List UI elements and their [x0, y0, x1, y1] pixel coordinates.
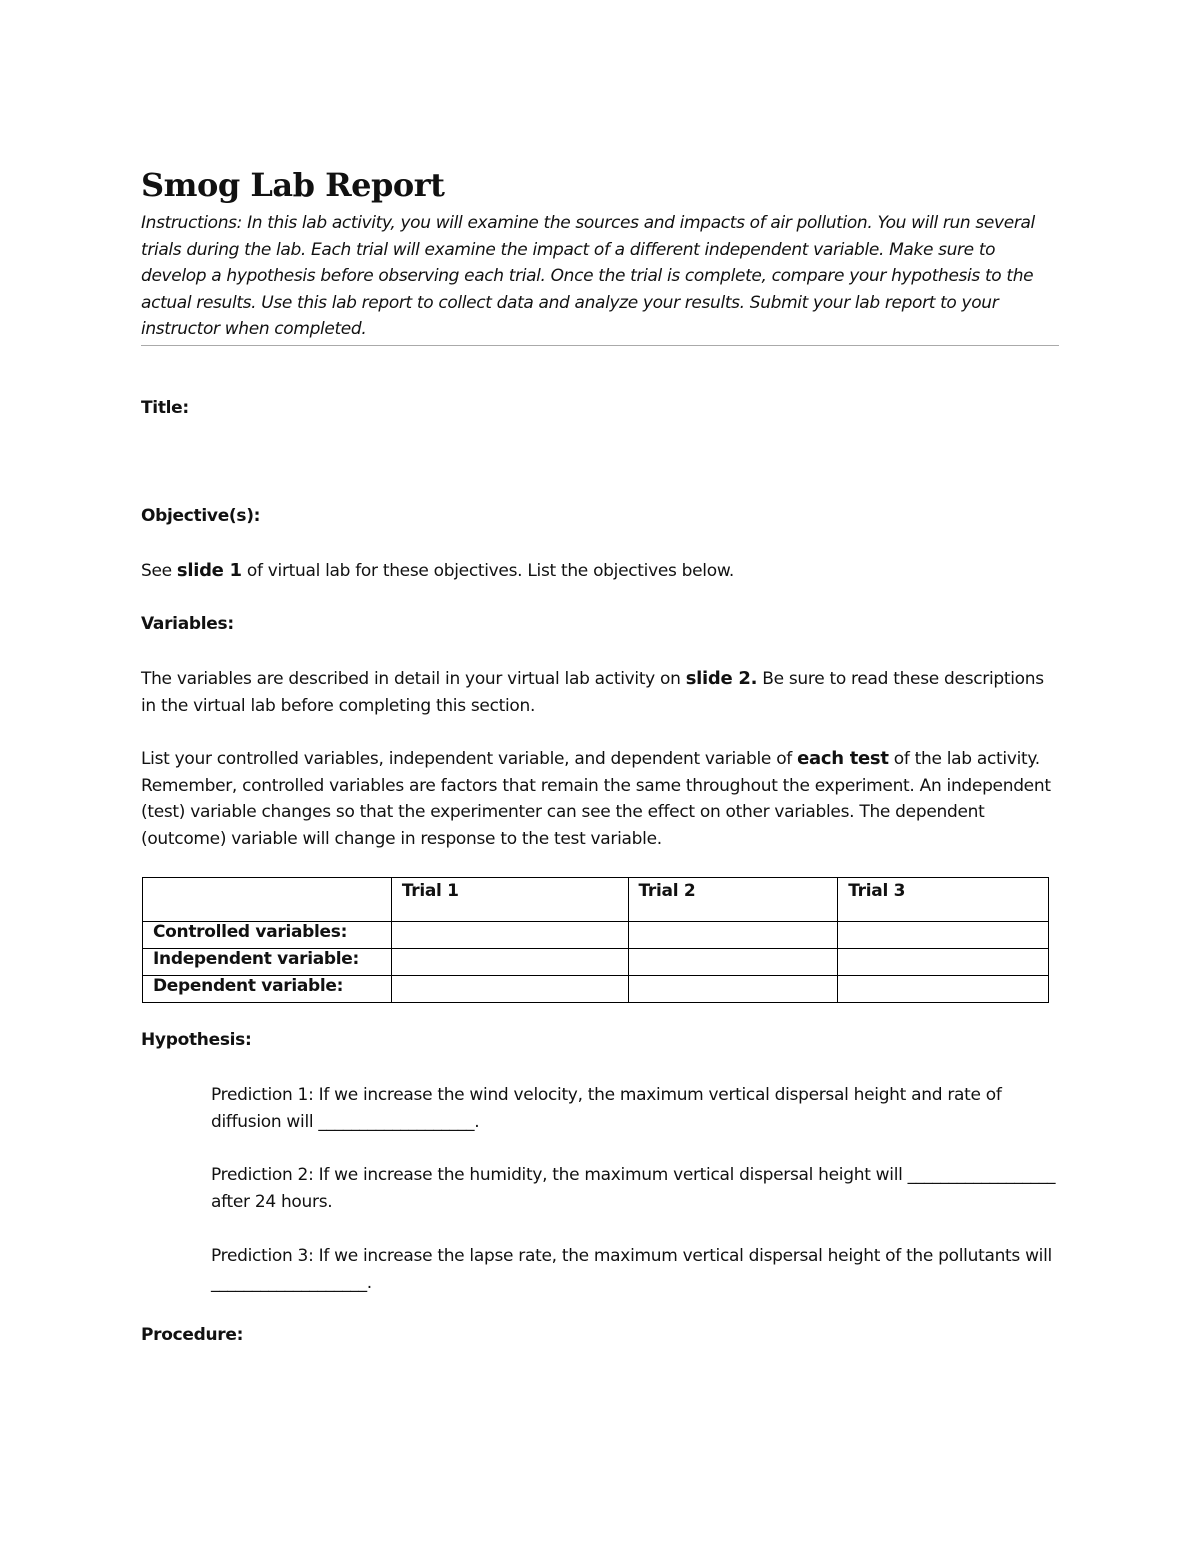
- table-cell[interactable]: [838, 922, 1049, 949]
- table-header-trial-3: Trial 3: [838, 878, 1049, 922]
- table-cell[interactable]: [838, 949, 1049, 976]
- table-cell[interactable]: [628, 949, 838, 976]
- variables-table: [142, 877, 1049, 1003]
- prediction-1: Prediction 1: If we increase the wind velocity, the maximum vertical dispersal height and rate of diffusion will ___________________.: [211, 1085, 1002, 1132]
- slide-1-reference: slide 1: [176, 560, 242, 581]
- title-heading: Title:: [141, 398, 189, 418]
- row-label-independent: Independent variable:: [143, 949, 392, 976]
- table-row: [143, 976, 1049, 1003]
- variables-instructions: List your controlled variables, independent variable, and dependent variable of each test of the lab activity. Remember, controlled variables are factors that remain the same throughout the experiment. An independent (test) variable changes so that the experimenter can see the effect on other variables. The dependent (outcome) variable will change in response to the test variable.: [141, 748, 1051, 849]
- procedure-heading: Procedure:: [141, 1325, 244, 1345]
- instructions-text: Instructions: In this lab activity, you will examine the sources and impacts of air pollution. You will run several trials during the lab. Each trial will examine the impact of a different independent variable. Make sure to develop a hypothesis before observing each trial. Once the trial is complete, compare your hypothesis to the actual results. Use this lab report to collect data and analyze your results. Submit your lab report to your instructor when completed.: [141, 210, 1059, 346]
- prediction-3: Prediction 3: If we increase the lapse rate, the maximum vertical dispersal height of the pollutants will ___________________.: [211, 1246, 1052, 1293]
- objectives-heading: Objective(s):: [141, 506, 261, 526]
- hypothesis-heading: Hypothesis:: [141, 1030, 252, 1050]
- table-header-row: [143, 878, 1049, 922]
- table-cell[interactable]: [628, 922, 838, 949]
- row-label-dependent: Dependent variable:: [143, 976, 392, 1003]
- table-cell[interactable]: [391, 922, 628, 949]
- table-cell[interactable]: [838, 976, 1049, 1003]
- prediction-2: Prediction 2: If we increase the humidity, the maximum vertical dispersal height will __________________ after 24 hours.: [211, 1165, 1056, 1212]
- table-cell[interactable]: [628, 976, 838, 1003]
- table-cell[interactable]: [391, 949, 628, 976]
- document-title: Smog Lab Report: [141, 166, 445, 204]
- table-header-blank: [143, 878, 392, 922]
- each-test-emphasis: each test: [797, 748, 889, 769]
- table-row: [143, 922, 1049, 949]
- variables-heading: Variables:: [141, 614, 234, 634]
- variables-description: The variables are described in detail in your virtual lab activity on slide 2. Be sure to read these descriptions in the virtual lab before completing this section.: [141, 668, 1044, 716]
- row-label-controlled: Controlled variables:: [143, 922, 392, 949]
- table-row: [143, 949, 1049, 976]
- slide-2-reference: slide 2.: [685, 668, 758, 689]
- objectives-text: See slide 1 of virtual lab for these objectives. List the objectives below.: [141, 560, 734, 581]
- table-cell[interactable]: [391, 976, 628, 1003]
- table-header-trial-2: Trial 2: [628, 878, 838, 922]
- table-header-trial-1: Trial 1: [391, 878, 628, 922]
